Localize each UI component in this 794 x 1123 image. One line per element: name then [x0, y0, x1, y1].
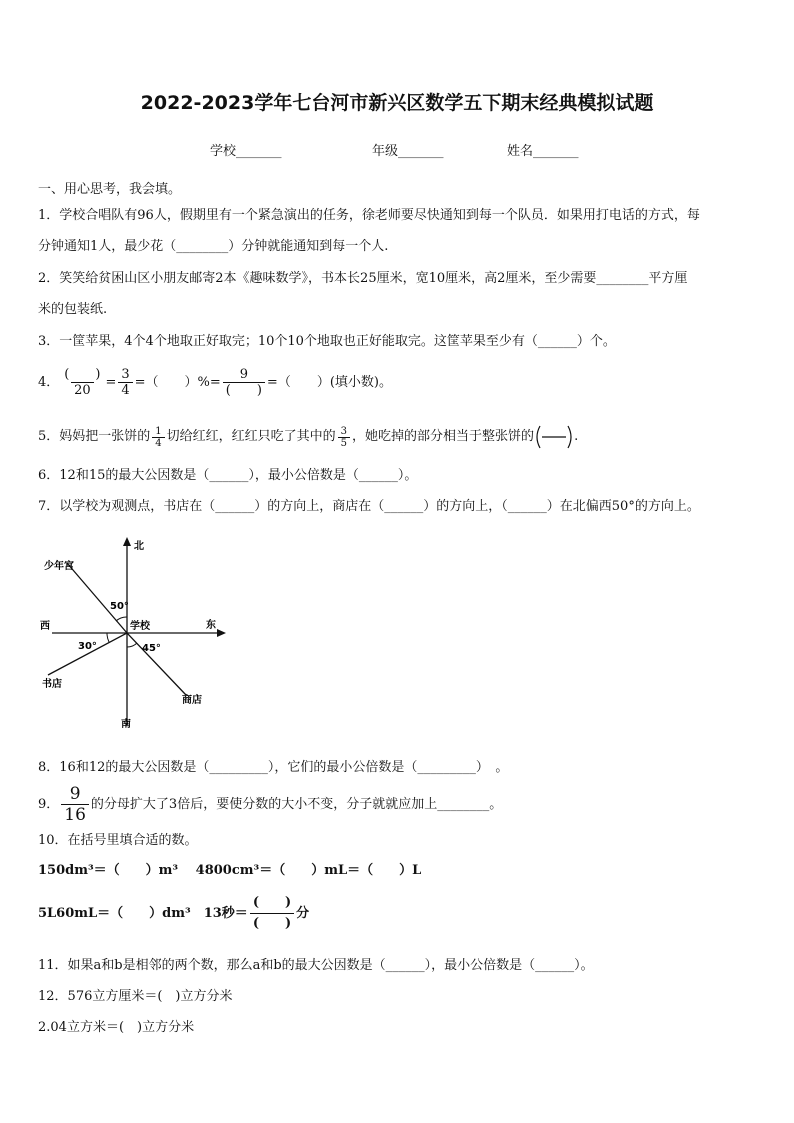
section-heading: 一、用心思考，我会填。: [38, 182, 182, 197]
q10-line-2-part-b: 分: [296, 905, 310, 921]
school-field: 学校_______: [210, 144, 282, 159]
grade-field: 年级_______: [372, 144, 444, 159]
label-east: 东: [206, 620, 216, 631]
label-angle-45: 45°: [142, 643, 161, 654]
q4-fraction-2-num: 3: [121, 367, 130, 382]
q10-line-2-part-a: 5L60mL＝（ ）dm³ 13秒＝: [38, 905, 248, 921]
q5-fraction-1-num: 1: [155, 425, 162, 437]
question-5: [38, 424, 578, 450]
page-title: 2022-2023学年七台河市新兴区数学五下期末经典模拟试题: [140, 92, 654, 114]
q4-label: 4．: [38, 374, 60, 390]
question-12-line-1: 12．576立方厘米＝( )立方分米: [38, 989, 233, 1004]
question-8: 8．16和12的最大公因数是（_________），它们的最小公倍数是（_________） 。: [38, 760, 509, 775]
direction-diagram: [34, 535, 234, 735]
q9-fraction-num: 9: [69, 784, 81, 804]
q4-fraction-2: [118, 367, 132, 398]
label-bookstore: 书店: [42, 679, 62, 690]
q4-fraction-3: [223, 367, 265, 398]
question-10-title: 10．在括号里填合适的数。: [38, 833, 198, 848]
q4-fraction-2-den: 4: [118, 382, 132, 398]
q5-fraction-1: [152, 426, 164, 449]
q5-text-2: 切给红红，红红只吃了其中的: [166, 429, 336, 444]
label-school: 学校: [130, 621, 150, 632]
label-south: 南: [121, 719, 131, 730]
q5-fraction-2-num: 3: [340, 425, 348, 437]
q4-tail: =（ ）(填小数)。: [266, 374, 392, 390]
q5-fraction-1-den: 4: [152, 437, 164, 449]
question-10-line-1: 150dm³＝（ ）m³ 4800cm³＝（ ）mL＝（ ）L: [38, 863, 422, 878]
q5-blank-fraction: [534, 424, 574, 450]
question-1-line-2: 分钟通知1人，最少花（________）分钟就能通知到每一个人.: [38, 239, 389, 254]
label-north: 北: [134, 541, 144, 552]
label-west: 西: [40, 621, 50, 632]
q9-fraction-den: 16: [61, 804, 89, 825]
question-7: 7．以学校为观测点，书店在（______）的方向上，商店在（______）的方向上，（______）在北偏西50°的方向上。: [38, 499, 700, 514]
q5-fraction-2: [338, 426, 350, 449]
question-10-line-2: [38, 893, 309, 934]
q4-fraction-1: [61, 367, 103, 398]
label-angle-30: 30°: [78, 641, 97, 652]
q10-fraction-num: ( ): [252, 895, 292, 910]
question-2-line-2: 米的包装纸.: [38, 302, 108, 317]
q5-text-1: 5．妈妈把一张饼的: [38, 429, 151, 444]
question-4: [38, 367, 392, 398]
q5-text-3: ，她吃掉的部分相当于整张饼的: [352, 429, 535, 444]
question-2-line-1: 2．笑笑给贫困山区小朋友邮寄2本《趣味数学》，书本长25厘米，宽10厘米，高2厘米，至少需要________平方厘: [38, 271, 688, 286]
question-1-line-1: 1．学校合唱队有96人，假期里有一个紧急演出的任务，徐老师要尽快通知到每一个队员．如果用打电话的方式，每: [38, 208, 700, 223]
question-6: 6．12和15的最大公因数是（______），最小公倍数是（______）。: [38, 468, 418, 483]
label-angle-50: 50°: [110, 601, 129, 612]
q4-equals-1: =: [105, 374, 117, 390]
q10-fraction-den: ( ): [250, 913, 294, 934]
q4-fraction-1-den: 20: [71, 382, 94, 398]
q4-fraction-1-num: ( ): [64, 367, 101, 382]
q4-fraction-3-num: 9: [239, 367, 248, 382]
question-11: 11．如果a和b是相邻的两个数，那么a和b的最大公因数是（______），最小公倍数是（______）。: [38, 958, 594, 973]
q10-fraction: [250, 893, 294, 934]
q5-fraction-2-den: 5: [338, 437, 350, 449]
label-youth-palace: 少年宫: [44, 561, 74, 572]
question-9: [38, 784, 502, 825]
q9-text: 的分母扩大了3倍后，要使分数的大小不变，分子就就应加上________。: [90, 796, 503, 812]
name-field: 姓名_______: [507, 144, 579, 159]
q5-text-4: .: [574, 429, 579, 444]
q9-fraction: [61, 784, 89, 825]
label-shop: 商店: [182, 695, 202, 706]
q4-equals-2: =（ ）%=: [134, 374, 221, 390]
question-12-line-2: 2.04立方米＝( )立方分米: [38, 1020, 195, 1035]
q9-label: 9．: [38, 796, 60, 812]
question-3: 3．一筐苹果，4个4个地取正好取完；10个10个地取也正好能取完。这筐苹果至少有（______）个。: [38, 334, 616, 349]
q4-fraction-3-den: ( ): [223, 382, 265, 398]
